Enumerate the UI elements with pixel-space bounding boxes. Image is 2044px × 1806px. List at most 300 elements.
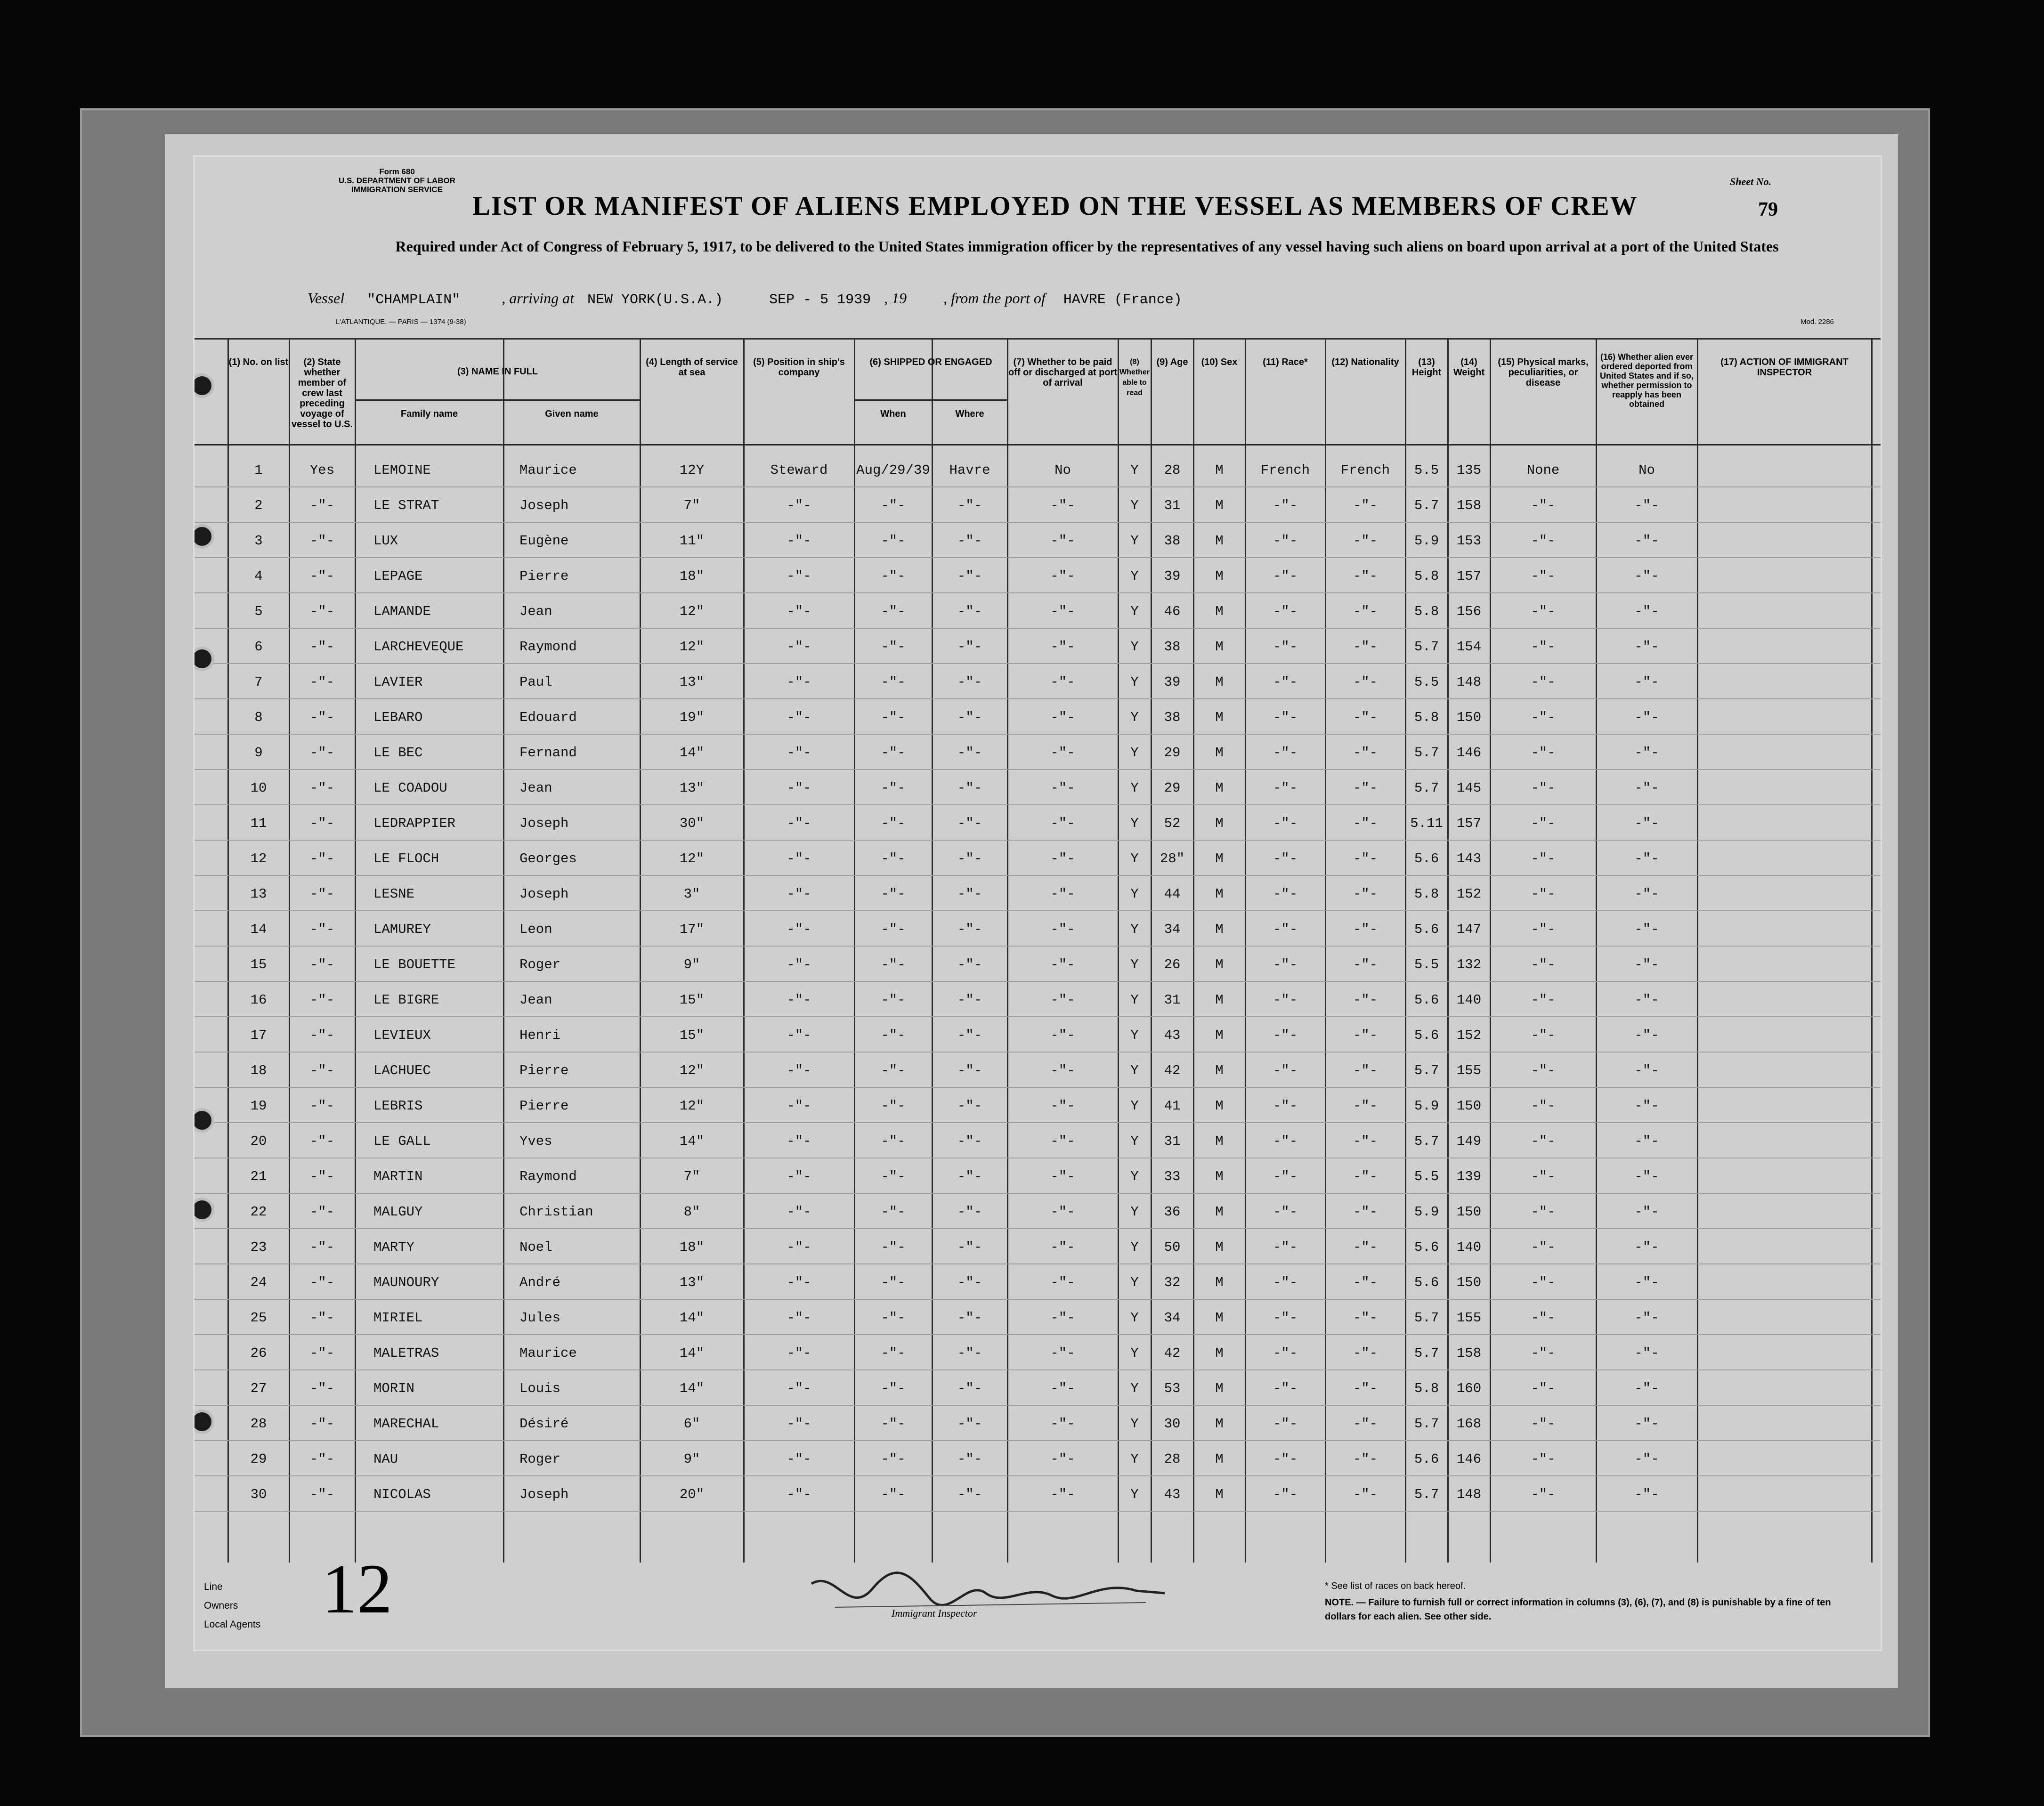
owners-label: Owners bbox=[204, 1600, 238, 1611]
cell-nationality: French bbox=[1340, 462, 1390, 478]
cell-weight: 157 bbox=[1456, 816, 1482, 831]
cell-age: 43 bbox=[1164, 1028, 1181, 1043]
table-row bbox=[195, 663, 1881, 699]
cell-race: -"- bbox=[1273, 886, 1298, 902]
cell-race: -"- bbox=[1273, 1134, 1298, 1149]
cell-able-to-read: Y bbox=[1130, 1416, 1139, 1432]
cell-sex: M bbox=[1215, 533, 1224, 549]
cell-age: 31 bbox=[1164, 1134, 1181, 1149]
cell-position: -"- bbox=[787, 498, 811, 513]
cell-height: 5.7 bbox=[1414, 498, 1439, 513]
cell-height: 5.6 bbox=[1414, 1028, 1439, 1043]
table-row bbox=[195, 1299, 1881, 1335]
cell-race: -"- bbox=[1273, 1345, 1298, 1361]
cell-paid-off: -"- bbox=[1050, 1381, 1075, 1396]
cell-weight: 148 bbox=[1456, 1487, 1482, 1502]
cell-previous-voyage: -"- bbox=[309, 745, 335, 761]
cell-position: Steward bbox=[770, 462, 828, 478]
cell-sex: M bbox=[1215, 498, 1224, 513]
cell-age: 34 bbox=[1164, 1310, 1181, 1326]
form-number: Form 680 bbox=[379, 167, 415, 176]
cell-family-name: LEMOINE bbox=[373, 462, 431, 478]
cell-height: 5.7 bbox=[1414, 1310, 1439, 1326]
cell-length-of-service: 19" bbox=[679, 710, 705, 725]
cell-position: -"- bbox=[787, 1063, 811, 1078]
cell-given-name: Maurice bbox=[519, 462, 577, 478]
cell-paid-off: -"- bbox=[1050, 992, 1075, 1008]
cell-row-number: 17 bbox=[250, 1028, 267, 1043]
cell-previous-voyage: -"- bbox=[309, 604, 335, 619]
cell-age: 53 bbox=[1164, 1381, 1181, 1396]
cell-height: 5.6 bbox=[1414, 1451, 1439, 1467]
cell-given-name: Yves bbox=[519, 1134, 552, 1149]
cell-row-number: 18 bbox=[250, 1063, 267, 1078]
cell-age: 26 bbox=[1164, 957, 1181, 972]
cell-weight: 148 bbox=[1456, 674, 1482, 690]
cell-weight: 132 bbox=[1456, 957, 1482, 972]
cell-physical-marks: None bbox=[1526, 462, 1560, 478]
cell-given-name: Pierre bbox=[519, 1063, 569, 1078]
cell-row-number: 12 bbox=[250, 851, 267, 867]
cell-family-name: NICOLAS bbox=[373, 1487, 431, 1502]
vessel-name: "CHAMPLAIN" bbox=[367, 292, 461, 308]
cell-sex: M bbox=[1215, 1416, 1224, 1432]
cell-weight: 160 bbox=[1456, 1381, 1482, 1396]
cell-shipped-when: -"- bbox=[881, 604, 906, 619]
table-row bbox=[195, 734, 1881, 770]
cell-row-number: 1 bbox=[254, 462, 263, 478]
cell-row-number: 11 bbox=[250, 816, 267, 831]
cell-deported: -"- bbox=[1634, 886, 1659, 902]
cell-able-to-read: Y bbox=[1130, 604, 1139, 619]
cell-able-to-read: Y bbox=[1130, 568, 1139, 584]
page-title: LIST OR MANIFEST OF ALIENS EMPLOYED ON THE VESSEL AS MEMBERS OF CREW bbox=[472, 191, 1638, 221]
cell-deported: -"- bbox=[1634, 533, 1659, 549]
cell-shipped-when: -"- bbox=[881, 745, 906, 761]
cell-family-name: LUX bbox=[373, 533, 398, 549]
cell-shipped-when: -"- bbox=[881, 1204, 906, 1220]
cell-given-name: Henri bbox=[519, 1028, 561, 1043]
cell-shipped-when: -"- bbox=[881, 1345, 906, 1361]
cell-sex: M bbox=[1215, 1345, 1224, 1361]
cell-race: -"- bbox=[1273, 1275, 1298, 1290]
cell-nationality: -"- bbox=[1353, 816, 1378, 831]
table-row bbox=[195, 1440, 1881, 1476]
cell-physical-marks: -"- bbox=[1531, 816, 1556, 831]
cell-weight: 140 bbox=[1456, 992, 1482, 1008]
cell-physical-marks: -"- bbox=[1531, 1345, 1556, 1361]
cell-height: 5.6 bbox=[1414, 922, 1439, 937]
cell-shipped-where: -"- bbox=[957, 1239, 982, 1255]
cell-physical-marks: -"- bbox=[1531, 1416, 1556, 1432]
cell-length-of-service: 14" bbox=[679, 1134, 705, 1149]
cell-previous-voyage: -"- bbox=[309, 1345, 335, 1361]
cell-previous-voyage: -"- bbox=[309, 1028, 335, 1043]
cell-age: 42 bbox=[1164, 1345, 1181, 1361]
cell-weight: 155 bbox=[1456, 1310, 1482, 1326]
cell-sex: M bbox=[1215, 922, 1224, 937]
cell-given-name: Roger bbox=[519, 1451, 561, 1467]
cell-shipped-where: -"- bbox=[957, 957, 982, 972]
cell-sex: M bbox=[1215, 1310, 1224, 1326]
cell-row-number: 24 bbox=[250, 1275, 267, 1290]
cell-shipped-where: -"- bbox=[957, 710, 982, 725]
cell-age: 34 bbox=[1164, 922, 1181, 937]
cell-sex: M bbox=[1215, 780, 1224, 796]
cell-weight: 135 bbox=[1456, 462, 1482, 478]
cell-row-number: 25 bbox=[250, 1310, 267, 1326]
cell-deported: -"- bbox=[1634, 639, 1659, 655]
vessel-line bbox=[308, 290, 1182, 308]
cell-previous-voyage: -"- bbox=[309, 886, 335, 902]
cell-paid-off: -"- bbox=[1050, 1275, 1075, 1290]
cell-position: -"- bbox=[787, 1345, 811, 1361]
cell-family-name: MAUNOURY bbox=[373, 1275, 439, 1290]
cell-family-name: LAMUREY bbox=[373, 922, 431, 937]
cell-paid-off: -"- bbox=[1050, 1345, 1075, 1361]
penalty-note: NOTE. — Failure to furnish full or correct information in columns (3), (6), (7), and (8) is punishable by a fine of ten dollars for each alien. See other side. bbox=[1325, 1597, 1831, 1622]
cell-weight: 150 bbox=[1456, 1098, 1482, 1114]
cell-race: -"- bbox=[1273, 639, 1298, 655]
cell-able-to-read: Y bbox=[1130, 1063, 1139, 1078]
cell-given-name: Raymond bbox=[519, 1169, 577, 1184]
cell-height: 5.5 bbox=[1414, 674, 1439, 690]
cell-weight: 146 bbox=[1456, 1451, 1482, 1467]
cell-previous-voyage: -"- bbox=[309, 533, 335, 549]
cell-weight: 150 bbox=[1456, 710, 1482, 725]
cell-previous-voyage: -"- bbox=[309, 816, 335, 831]
cell-paid-off: -"- bbox=[1050, 1169, 1075, 1184]
cell-shipped-where: -"- bbox=[957, 1134, 982, 1149]
cell-weight: 139 bbox=[1456, 1169, 1482, 1184]
cell-row-number: 2 bbox=[254, 498, 263, 513]
table-row bbox=[195, 875, 1881, 911]
cell-given-name: Roger bbox=[519, 957, 561, 972]
crew-manifest-table bbox=[195, 338, 1881, 1563]
cell-row-number: 13 bbox=[250, 886, 267, 902]
cell-weight: 147 bbox=[1456, 922, 1482, 937]
cell-given-name: Leon bbox=[519, 922, 552, 937]
cell-given-name: Joseph bbox=[519, 498, 569, 513]
cell-nationality: -"- bbox=[1353, 674, 1378, 690]
cell-sex: M bbox=[1215, 568, 1224, 584]
cell-previous-voyage: -"- bbox=[309, 1169, 335, 1184]
cell-family-name: LE BOUETTE bbox=[373, 957, 456, 972]
cell-shipped-when: -"- bbox=[881, 1487, 906, 1502]
cell-position: -"- bbox=[787, 922, 811, 937]
cell-able-to-read: Y bbox=[1130, 1098, 1139, 1114]
cell-paid-off: -"- bbox=[1050, 1028, 1075, 1043]
cell-family-name: MALGUY bbox=[373, 1204, 423, 1220]
cell-able-to-read: Y bbox=[1130, 1310, 1139, 1326]
cell-position: -"- bbox=[787, 1098, 811, 1114]
cell-race: -"- bbox=[1273, 1028, 1298, 1043]
col-header-weight: (14) Weight bbox=[1453, 357, 1485, 378]
cell-paid-off: -"- bbox=[1050, 1451, 1075, 1467]
cell-age: 32 bbox=[1164, 1275, 1181, 1290]
table-row bbox=[195, 1263, 1881, 1300]
cell-height: 5.7 bbox=[1414, 1345, 1439, 1361]
cell-position: -"- bbox=[787, 639, 811, 655]
cell-sex: M bbox=[1215, 992, 1224, 1008]
table-top-rule bbox=[195, 338, 1881, 340]
cell-able-to-read: Y bbox=[1130, 1204, 1139, 1220]
cell-able-to-read: Y bbox=[1130, 1239, 1139, 1255]
cell-given-name: Edouard bbox=[519, 710, 577, 725]
cell-height: 5.8 bbox=[1414, 886, 1439, 902]
cell-height: 5.8 bbox=[1414, 1381, 1439, 1396]
cell-family-name: MARTY bbox=[373, 1239, 415, 1255]
cell-family-name: LE BIGRE bbox=[373, 992, 439, 1008]
cell-height: 5.7 bbox=[1414, 1063, 1439, 1078]
cell-length-of-service: 18" bbox=[679, 568, 705, 584]
inspector-signature bbox=[807, 1565, 1184, 1621]
cell-deported: -"- bbox=[1634, 1239, 1659, 1255]
cell-shipped-where: -"- bbox=[957, 1451, 982, 1467]
cell-previous-voyage: -"- bbox=[309, 639, 335, 655]
cell-race: -"- bbox=[1273, 957, 1298, 972]
cell-sex: M bbox=[1215, 1487, 1224, 1502]
table-row bbox=[195, 451, 1881, 487]
cell-given-name: Maurice bbox=[519, 1345, 577, 1361]
cell-previous-voyage: -"- bbox=[309, 1098, 335, 1114]
cell-shipped-when: -"- bbox=[881, 1134, 906, 1149]
cell-able-to-read: Y bbox=[1130, 674, 1139, 690]
cell-nationality: -"- bbox=[1353, 745, 1378, 761]
cell-able-to-read: Y bbox=[1130, 1345, 1139, 1361]
col-header-where: Where bbox=[955, 409, 984, 419]
cell-row-number: 28 bbox=[250, 1416, 267, 1432]
cell-shipped-when: -"- bbox=[881, 1310, 906, 1326]
cell-paid-off: -"- bbox=[1050, 1416, 1075, 1432]
sheet-number: 79 bbox=[1758, 199, 1778, 220]
cell-length-of-service: 8" bbox=[683, 1204, 700, 1220]
cell-shipped-where: -"- bbox=[957, 1063, 982, 1078]
cell-given-name: Eugène bbox=[519, 533, 569, 549]
cell-length-of-service: 14" bbox=[679, 745, 705, 761]
cell-physical-marks: -"- bbox=[1531, 992, 1556, 1008]
cell-weight: 150 bbox=[1456, 1275, 1482, 1290]
cell-position: -"- bbox=[787, 957, 811, 972]
cell-position: -"- bbox=[787, 816, 811, 831]
cell-deported: -"- bbox=[1634, 674, 1659, 690]
cell-nationality: -"- bbox=[1353, 1345, 1378, 1361]
cell-sex: M bbox=[1215, 1098, 1224, 1114]
cell-deported: -"- bbox=[1634, 1381, 1659, 1396]
cell-height: 5.9 bbox=[1414, 1098, 1439, 1114]
cell-height: 5.7 bbox=[1414, 639, 1439, 655]
cell-race: -"- bbox=[1273, 1239, 1298, 1255]
cell-able-to-read: Y bbox=[1130, 498, 1139, 513]
cell-length-of-service: 12" bbox=[679, 604, 705, 619]
cell-sex: M bbox=[1215, 957, 1224, 972]
cell-shipped-when: -"- bbox=[881, 1028, 906, 1043]
cell-given-name: André bbox=[519, 1275, 561, 1290]
cell-position: -"- bbox=[787, 851, 811, 867]
cell-length-of-service: 12" bbox=[679, 851, 705, 867]
cell-family-name: MIRIEL bbox=[373, 1310, 423, 1326]
service: IMMIGRATION SERVICE bbox=[351, 185, 443, 194]
cell-shipped-where: -"- bbox=[957, 1275, 982, 1290]
cell-height: 5.8 bbox=[1414, 568, 1439, 584]
cell-row-number: 4 bbox=[254, 568, 263, 584]
cell-given-name: Désiré bbox=[519, 1416, 569, 1432]
cell-race: -"- bbox=[1273, 604, 1298, 619]
cell-paid-off: -"- bbox=[1050, 851, 1075, 867]
cell-race: -"- bbox=[1273, 710, 1298, 725]
cell-weight: 154 bbox=[1456, 639, 1482, 655]
cell-able-to-read: Y bbox=[1130, 533, 1139, 549]
cell-given-name: Joseph bbox=[519, 886, 569, 902]
cell-height: 5.7 bbox=[1414, 745, 1439, 761]
cell-given-name: Pierre bbox=[519, 1098, 569, 1114]
cell-race: -"- bbox=[1273, 745, 1298, 761]
cell-deported: -"- bbox=[1634, 568, 1659, 584]
col-header-inspector-action: (17) ACTION OF IMMIGRANT INSPECTOR bbox=[1720, 357, 1849, 378]
cell-age: 42 bbox=[1164, 1063, 1181, 1078]
cell-physical-marks: -"- bbox=[1531, 957, 1556, 972]
cell-previous-voyage: -"- bbox=[309, 957, 335, 972]
cell-shipped-when: -"- bbox=[881, 1451, 906, 1467]
cell-paid-off: -"- bbox=[1050, 604, 1075, 619]
cell-weight: 152 bbox=[1456, 1028, 1482, 1043]
cell-physical-marks: -"- bbox=[1531, 604, 1556, 619]
cell-race: -"- bbox=[1273, 816, 1298, 831]
cell-physical-marks: -"- bbox=[1531, 1275, 1556, 1290]
cell-sex: M bbox=[1215, 745, 1224, 761]
cell-nationality: -"- bbox=[1353, 886, 1378, 902]
cell-physical-marks: -"- bbox=[1531, 1098, 1556, 1114]
cell-able-to-read: Y bbox=[1130, 710, 1139, 725]
cell-sex: M bbox=[1215, 851, 1224, 867]
cell-given-name: Paul bbox=[519, 674, 552, 690]
cell-race: -"- bbox=[1273, 780, 1298, 796]
cell-position: -"- bbox=[787, 745, 811, 761]
cell-able-to-read: Y bbox=[1130, 851, 1139, 867]
cell-position: -"- bbox=[787, 1204, 811, 1220]
cell-shipped-when: -"- bbox=[881, 780, 906, 796]
cell-able-to-read: Y bbox=[1130, 780, 1139, 796]
cell-height: 5.7 bbox=[1414, 1134, 1439, 1149]
line-label: Line bbox=[204, 1581, 223, 1592]
arrival-date: SEP - 5 1939 bbox=[769, 292, 871, 308]
cell-previous-voyage: -"- bbox=[309, 1310, 335, 1326]
cell-paid-off: -"- bbox=[1050, 1063, 1075, 1078]
col-header-paid-off: (7) Whether to be paid off or discharged at port of arrival bbox=[1008, 357, 1118, 388]
cell-previous-voyage: -"- bbox=[309, 922, 335, 937]
cell-nationality: -"- bbox=[1353, 1275, 1378, 1290]
cell-shipped-when: -"- bbox=[881, 639, 906, 655]
cell-height: 5.9 bbox=[1414, 533, 1439, 549]
cell-deported: -"- bbox=[1634, 1310, 1659, 1326]
cell-sex: M bbox=[1215, 1239, 1224, 1255]
cell-family-name: LE COADOU bbox=[373, 780, 447, 796]
cell-nationality: -"- bbox=[1353, 1239, 1378, 1255]
cell-weight: 150 bbox=[1456, 1204, 1482, 1220]
cell-sex: M bbox=[1215, 886, 1224, 902]
cell-shipped-where: -"- bbox=[957, 886, 982, 902]
cell-height: 5.6 bbox=[1414, 1239, 1439, 1255]
table-body bbox=[195, 446, 1881, 1563]
cell-deported: -"- bbox=[1634, 1028, 1659, 1043]
header-bottom-rule bbox=[195, 444, 1881, 445]
cell-deported: -"- bbox=[1634, 604, 1659, 619]
cell-given-name: Jean bbox=[519, 604, 552, 619]
cell-age: 39 bbox=[1164, 568, 1181, 584]
cell-nationality: -"- bbox=[1353, 1204, 1378, 1220]
cell-given-name: Fernand bbox=[519, 745, 577, 761]
cell-previous-voyage: -"- bbox=[309, 1063, 335, 1078]
cell-position: -"- bbox=[787, 780, 811, 796]
cell-position: -"- bbox=[787, 1487, 811, 1502]
cell-sex: M bbox=[1215, 1275, 1224, 1290]
cell-physical-marks: -"- bbox=[1531, 1451, 1556, 1467]
cell-shipped-where: -"- bbox=[957, 745, 982, 761]
cell-sex: M bbox=[1215, 710, 1224, 725]
cell-able-to-read: Y bbox=[1130, 1275, 1139, 1290]
cell-length-of-service: 9" bbox=[683, 1451, 700, 1467]
cell-physical-marks: -"- bbox=[1531, 674, 1556, 690]
cell-shipped-when: -"- bbox=[881, 851, 906, 867]
cell-deported: -"- bbox=[1634, 1098, 1659, 1114]
cell-sex: M bbox=[1215, 1063, 1224, 1078]
cell-given-name: Noel bbox=[519, 1239, 552, 1255]
cell-physical-marks: -"- bbox=[1531, 745, 1556, 761]
cell-given-name: Joseph bbox=[519, 816, 569, 831]
cell-height: 5.7 bbox=[1414, 1487, 1439, 1502]
cell-deported: -"- bbox=[1634, 780, 1659, 796]
cell-row-number: 6 bbox=[254, 639, 263, 655]
cell-able-to-read: Y bbox=[1130, 992, 1139, 1008]
cell-height: 5.5 bbox=[1414, 1169, 1439, 1184]
cell-nationality: -"- bbox=[1353, 498, 1378, 513]
cell-age: 29 bbox=[1164, 745, 1181, 761]
cell-position: -"- bbox=[787, 1134, 811, 1149]
cell-physical-marks: -"- bbox=[1531, 1134, 1556, 1149]
cell-given-name: Jean bbox=[519, 780, 552, 796]
cell-age: 31 bbox=[1164, 992, 1181, 1008]
cell-sex: M bbox=[1215, 1381, 1224, 1396]
cell-height: 5.5 bbox=[1414, 462, 1439, 478]
cell-paid-off: -"- bbox=[1050, 816, 1075, 831]
cell-paid-off: -"- bbox=[1050, 780, 1075, 796]
table-row bbox=[195, 1052, 1881, 1088]
cell-able-to-read: Y bbox=[1130, 1381, 1139, 1396]
cell-height: 5.7 bbox=[1414, 780, 1439, 796]
cell-family-name: LACHUEC bbox=[373, 1063, 431, 1078]
table-row bbox=[195, 981, 1881, 1017]
cell-race: -"- bbox=[1273, 1416, 1298, 1432]
cell-height: 5.7 bbox=[1414, 1416, 1439, 1432]
cell-shipped-where: -"- bbox=[957, 1381, 982, 1396]
cell-position: -"- bbox=[787, 568, 811, 584]
cell-race: -"- bbox=[1273, 851, 1298, 867]
cell-nationality: -"- bbox=[1353, 1416, 1378, 1432]
cell-family-name: LE FLOCH bbox=[373, 851, 439, 867]
arriving-label: , arriving at bbox=[502, 290, 575, 307]
cell-shipped-where: -"- bbox=[957, 604, 982, 619]
cell-weight: 149 bbox=[1456, 1134, 1482, 1149]
cell-given-name: Georges bbox=[519, 851, 577, 867]
cell-able-to-read: Y bbox=[1130, 1487, 1139, 1502]
cell-shipped-when: -"- bbox=[881, 957, 906, 972]
cell-sex: M bbox=[1215, 1204, 1224, 1220]
cell-deported: -"- bbox=[1634, 1169, 1659, 1184]
cell-sex: M bbox=[1215, 639, 1224, 655]
cell-deported: -"- bbox=[1634, 1487, 1659, 1502]
cell-paid-off: -"- bbox=[1050, 674, 1075, 690]
cell-race: -"- bbox=[1273, 922, 1298, 937]
